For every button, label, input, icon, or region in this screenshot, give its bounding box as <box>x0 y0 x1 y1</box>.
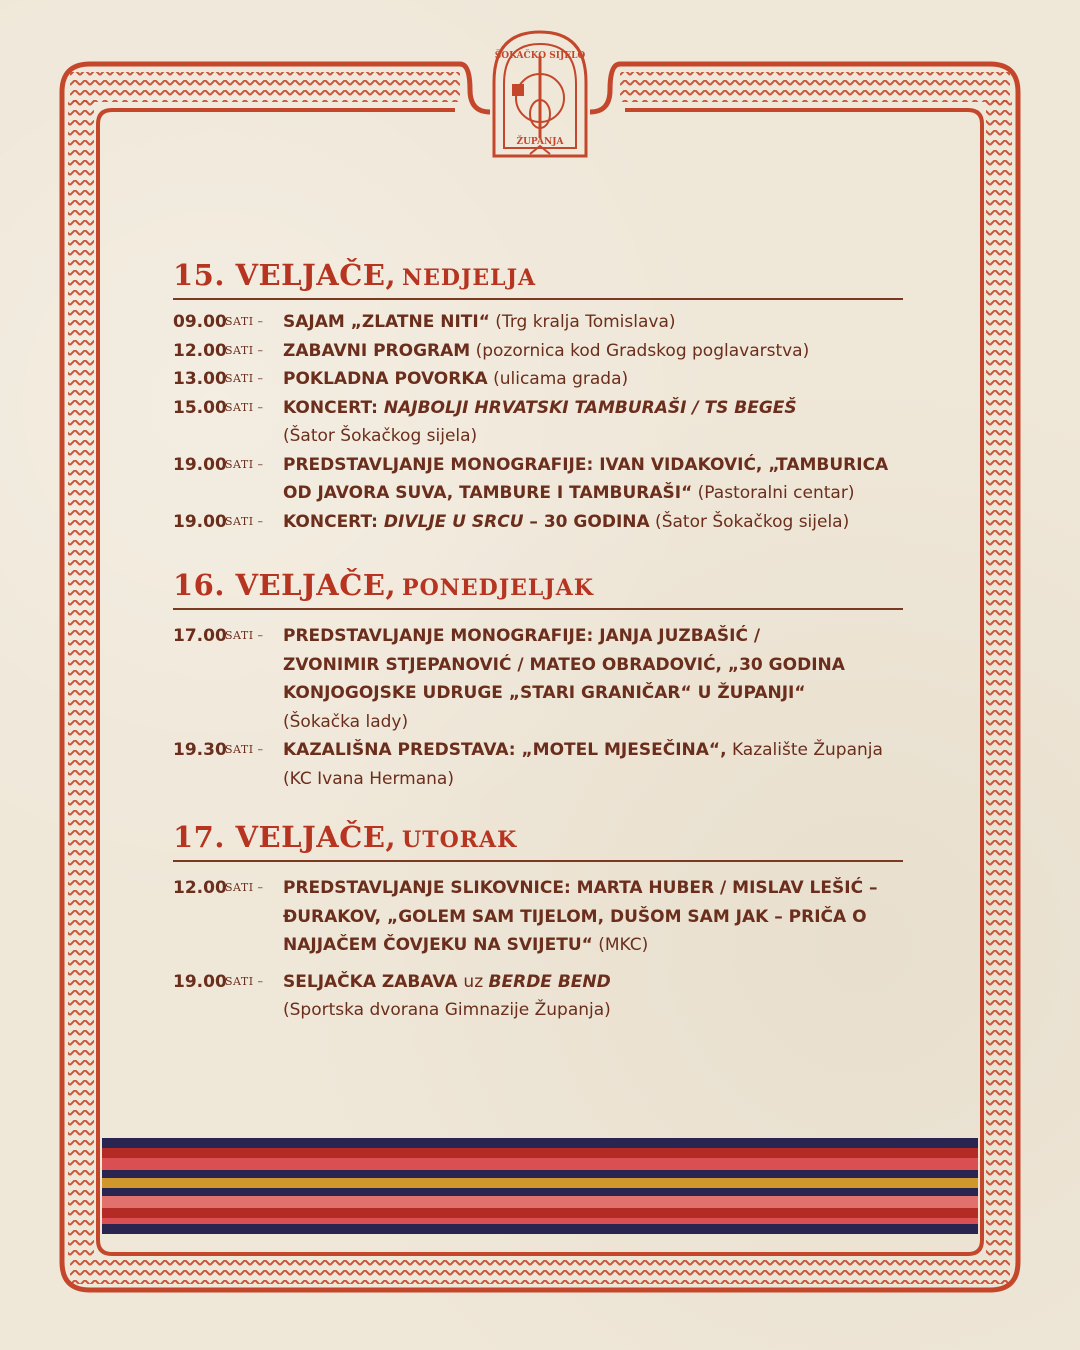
event-title: SAJAM „ZLATNE NITI“ <box>283 312 490 332</box>
event-text <box>283 365 903 394</box>
event-text <box>283 308 903 337</box>
sijelo-logo <box>484 26 596 166</box>
event-title: KAZALIŠNA PREDSTAVA: „MOTEL MJESEČINA“, <box>283 740 727 760</box>
event-time: 19.00 <box>173 511 227 532</box>
event-title: ZABAVNI PROGRAM <box>283 340 471 361</box>
event-title-cont: NAJJAČEM ČOVJEKU NA SVIJETU“ <box>283 935 593 955</box>
event-time: 15.00 <box>173 397 227 418</box>
event-list <box>173 874 903 1025</box>
event-location: (Šokačka lady) <box>283 711 409 732</box>
event-title: KONCERT: <box>283 397 384 418</box>
event-location: (KC Ivana Hermana) <box>283 768 454 789</box>
event-title: POKLADNA POVORKA <box>283 369 488 389</box>
sati-label: SATI – <box>225 974 264 988</box>
event-text <box>283 874 903 960</box>
event-row <box>173 508 903 537</box>
event-row <box>173 337 903 366</box>
event-title: PREDSTAVLJANJE SLIKOVNICE: MARTA HUBER / MISLAV LEŠIĆ – <box>283 878 878 898</box>
event-performer: DIVLJE U SRCU <box>383 511 524 532</box>
event-text <box>283 451 903 508</box>
day-section-16 <box>173 568 903 793</box>
event-text <box>283 968 903 1025</box>
day-heading <box>173 568 903 610</box>
sati-label: SATI – <box>225 629 264 642</box>
event-location: (Šator Šokačkog sijela) <box>283 426 478 446</box>
sati-label: SATI – <box>225 372 264 385</box>
event-text <box>283 736 903 793</box>
woven-band <box>102 1138 978 1234</box>
day-heading <box>173 820 903 862</box>
event-time: 13.00 <box>173 369 227 389</box>
event-row <box>173 308 903 337</box>
event-time: 19.30 <box>173 740 227 760</box>
event-location: (MKC) <box>592 935 649 955</box>
day-weekday: UTORAK <box>402 827 518 853</box>
day-weekday: PONEDJELJAK <box>402 575 594 601</box>
event-title: KONCERT: <box>283 511 384 532</box>
event-text <box>283 337 903 366</box>
day-date: 15. VELJAČE, <box>173 258 397 292</box>
event-title-cont: ĐURAKOV, „GOLEM SAM TIJELOM, DUŠOM SAM JAK – PRIČA O <box>283 906 867 927</box>
event-location: (pozornica kod Gradskog poglavarstva) <box>470 340 810 361</box>
event-location: (Sportska dvorana Gimnazije Županja) <box>283 1000 611 1020</box>
event-organizer: Kazalište Županja <box>726 740 883 760</box>
event-row <box>173 736 903 793</box>
event-title: PREDSTAVLJANJE MONOGRAFIJE: IVAN VIDAKOVIĆ, „TAMBURICA <box>283 454 889 475</box>
event-row <box>173 451 903 508</box>
event-title-after: – 30 GODINA <box>523 511 650 532</box>
event-title: PREDSTAVLJANJE MONOGRAFIJE: JANJA JUZBAŠIĆ / <box>283 626 761 646</box>
event-performer: BERDE BEND <box>488 971 611 992</box>
event-text <box>283 508 903 537</box>
event-time: 19.00 <box>173 454 227 475</box>
event-row <box>173 874 903 960</box>
event-performer: NAJBOLJI HRVATSKI TAMBURAŠI / TS BEGEŠ <box>383 397 797 418</box>
event-list <box>173 308 903 536</box>
event-location: (Pastoralni centar) <box>692 483 855 503</box>
logo-text-bottom: ŽUPANJA <box>516 137 564 147</box>
sati-label: SATI – <box>225 881 264 894</box>
event-time: 12.00 <box>173 878 227 898</box>
event-time: 19.00 <box>173 971 227 992</box>
event-location: (Trg kralja Tomislava) <box>489 312 676 332</box>
event-text <box>283 394 903 451</box>
event-row <box>173 365 903 394</box>
event-text <box>283 622 903 736</box>
day-weekday: NEDJELJA <box>402 265 537 291</box>
sati-label: SATI – <box>225 315 264 328</box>
sati-label: SATI – <box>225 343 264 357</box>
sati-label: SATI – <box>225 457 264 471</box>
event-location: (Šator Šokačkog sijela) <box>649 511 850 532</box>
event-title: SELJAČKA ZABAVA <box>283 971 464 992</box>
event-title-cont: OD JAVORA SUVA, TAMBURE I TAMBURAŠI“ <box>283 483 693 503</box>
event-location: (ulicama grada) <box>487 369 629 389</box>
event-connector: uz <box>463 971 489 992</box>
event-row <box>173 968 903 1025</box>
event-row <box>173 394 903 451</box>
event-title-cont: ZVONIMIR STJEPANOVIĆ / MATEO OBRADOVIĆ, „30 GODINA <box>283 654 845 675</box>
day-date: 16. VELJAČE, <box>173 568 397 602</box>
sati-label: SATI – <box>225 514 264 528</box>
day-date: 17. VELJAČE, <box>173 820 397 854</box>
event-row <box>173 622 903 736</box>
day-section-15 <box>173 258 903 536</box>
sati-label: SATI – <box>225 400 264 414</box>
sati-label: SATI – <box>225 743 264 756</box>
event-list <box>173 622 903 793</box>
event-time: 17.00 <box>173 626 227 646</box>
event-time: 09.00 <box>173 312 227 332</box>
event-time: 12.00 <box>173 340 227 361</box>
day-section-17 <box>173 820 903 1025</box>
logo-text-top: ŠOKAČKO SIJELO <box>494 51 586 61</box>
event-title-cont: KONJOGOJSKE UDRUGE „STARI GRANIČAR“ U ŽUPANJI“ <box>283 683 806 703</box>
day-heading <box>173 258 903 300</box>
